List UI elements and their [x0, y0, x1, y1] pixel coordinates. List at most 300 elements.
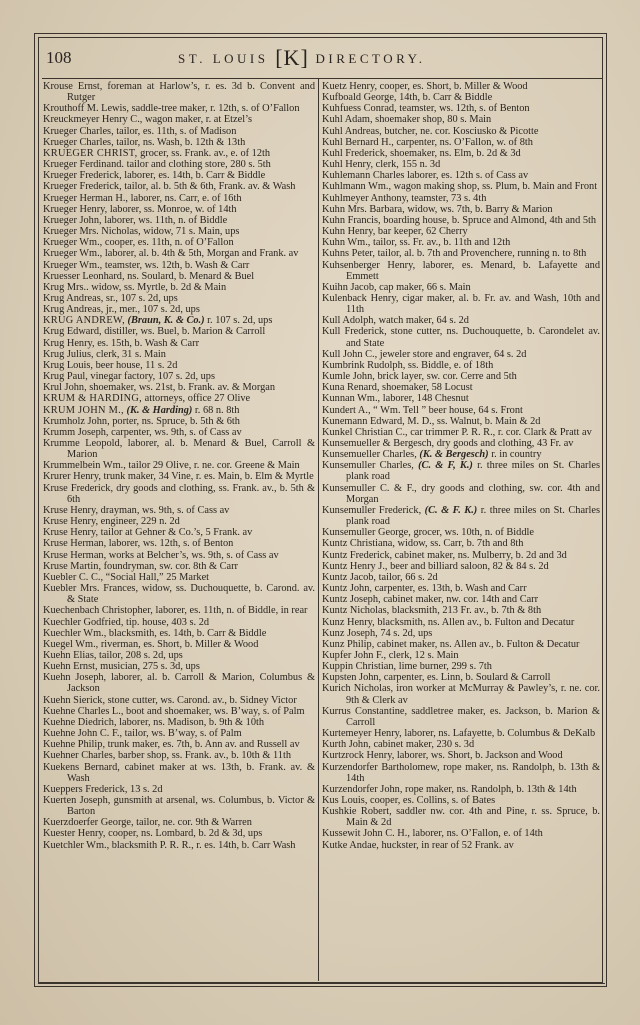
- entry-name: Krueger John,: [43, 214, 102, 226]
- entry-detail: sr., 107 s. 2d, ups: [103, 292, 178, 304]
- entry-name: Kruse Henry,: [43, 504, 99, 516]
- entry-detail: stone cutter, ws. Carond. av., b. Sidney Victor: [105, 694, 297, 706]
- directory-entry: [322, 628, 600, 639]
- entry-firm: (C. & F. K.): [421, 504, 478, 516]
- directory-entry: [43, 706, 315, 717]
- right-column: [322, 81, 600, 851]
- entry-name: Kuhlmeyer Anthony,: [322, 192, 409, 204]
- title-letter: [K]: [275, 45, 309, 70]
- directory-entry: [43, 293, 315, 304]
- directory-entry: [322, 706, 600, 728]
- entry-detail: r. 107 s. 2d, ups: [204, 315, 273, 327]
- directory-entry: [43, 271, 315, 282]
- directory-entry: [43, 315, 315, 326]
- entry-detail: ns. Soulard, b. Menard & Buel: [124, 270, 255, 282]
- directory-entry: [43, 427, 315, 438]
- entry-detail: boot and shoemaker, ws. B’way, s. of Palm: [123, 705, 305, 717]
- entry-detail: distiller, ws. Buel, b. Marion & Carroll: [101, 326, 266, 338]
- entry-name: Krumholz John,: [43, 415, 110, 427]
- directory-entry: [43, 672, 315, 694]
- entry-firm: (C. & F, K.): [413, 460, 473, 472]
- directory-entry: [43, 784, 315, 795]
- entry-detail: works at Belcher’s, ws. 9th, s. of Cass av: [106, 549, 279, 561]
- entry-detail: laborer, al. b. Menard & Buel, Carroll & Marion: [67, 438, 315, 461]
- entry-detail: laborer, ns. Lafayette, b. Columbus & DeKalb: [401, 728, 596, 740]
- entry-name: Kupfer John F.,: [322, 649, 387, 661]
- directory-entry: [322, 617, 600, 628]
- entry-detail: teamster, ws. 12th, s. of Benton: [396, 103, 530, 115]
- entry-name: KRUEGER CHRIST,: [43, 147, 138, 159]
- entry-detail: clerk, 12 s. Main: [386, 649, 459, 661]
- directory-entry: [322, 572, 600, 583]
- entry-detail: cap maker, 66 s. Main: [376, 281, 471, 293]
- page-number: 108: [46, 48, 72, 67]
- entry-name: Kuerten Joseph,: [43, 795, 111, 806]
- entry-detail: M. D., ss. Walnut, b. Main & 2d: [404, 415, 541, 427]
- directory-entry: [322, 326, 600, 348]
- entry-detail: 14th, b. Carr & Biddle: [396, 92, 493, 104]
- directory-entry: [322, 81, 600, 92]
- entry-detail: shoemaker shop, 80 s. Main: [372, 114, 492, 126]
- entry-detail: laborer, ns. O’Fallon, e. of 14th: [409, 828, 543, 840]
- directory-entry: [43, 137, 315, 148]
- entry-detail: beer and billiard saloon, 82 & 84 s. 2d: [387, 560, 549, 572]
- directory-entry: [322, 594, 600, 605]
- directory-entry: [322, 371, 600, 382]
- entry-detail: cabinet maker, ns. Allen av., b. Fulton & Decatur: [374, 638, 580, 650]
- entry-detail: carpenter, es. 13th, b. Wash and Carr: [372, 583, 527, 595]
- directory-entry: [322, 260, 600, 282]
- entry-name: Kuhn Francis,: [322, 214, 381, 226]
- entry-name: Krouse Ernst,: [43, 81, 103, 92]
- directory-entry: [322, 795, 600, 806]
- entry-detail: blacksmith, 213 Fr. av., b. 7th & 8th: [389, 605, 542, 617]
- directory-entry: [43, 148, 315, 159]
- entry-detail: boarding house, b. Spruce and Almond, 4th and 5th: [380, 214, 597, 226]
- directory-entry: [43, 717, 315, 728]
- directory-entry: [43, 617, 315, 628]
- entry-detail: tailor, ws. B’way, s. of Palm: [122, 728, 242, 740]
- entry-detail: carpenter, ns. O’Fallon, w. of 8th: [393, 136, 533, 148]
- entry-name: Krueger Charles,: [43, 136, 114, 148]
- entry-name: Kuntz Henry J.,: [322, 560, 388, 572]
- entry-detail: tailor, 208 s. 2d, ups: [96, 649, 183, 661]
- entry-detail: carpenter, es. Linn, b. Soulard & Carroll: [381, 672, 551, 684]
- directory-entry: [322, 739, 600, 750]
- entry-name: Kussewit John C. H.,: [322, 828, 410, 840]
- entry-detail: shoemaker, 58 Locust: [379, 382, 473, 394]
- directory-entry: [43, 628, 315, 639]
- entry-name: Kuetz Henry,: [322, 81, 378, 92]
- entry-name: Kuehne Philip,: [43, 739, 106, 751]
- entry-name: Kull John C.,: [322, 348, 378, 360]
- directory-entry: [43, 728, 315, 739]
- entry-name: Kuhl Henry,: [322, 159, 374, 171]
- directory-entry: [43, 840, 315, 851]
- entry-name: Kunemann Edward,: [322, 415, 405, 427]
- directory-entry: [43, 326, 315, 337]
- entry-name: KRUM & HARDING,: [43, 393, 143, 405]
- entry-name: Kuehn Elias,: [43, 649, 97, 661]
- entry-detail: laborer, al. b. 4th & 5th, Morgan and Frank. av: [102, 248, 299, 260]
- directory-entry: [322, 828, 600, 839]
- entry-detail: widow, ss. Carr, b. 7th and 8th: [394, 538, 524, 550]
- entry-detail: drayman, ws. 9th, s. of Cass av: [98, 504, 230, 516]
- entry-detail: jeweler store and engraver, 64 s. 2d: [377, 348, 527, 360]
- directory-entry: [322, 405, 600, 416]
- entry-detail: saddler nw. cor. 4th and Pine, r. ss. Spruce, b. Main & 2d: [346, 806, 600, 829]
- entry-name: Krueger Charles,: [43, 125, 114, 137]
- entry-name: Kuntz Joseph,: [322, 594, 381, 606]
- directory-entry: [322, 103, 600, 114]
- directory-entry: [43, 639, 315, 650]
- entry-name: Kuehne Charles L.,: [43, 705, 124, 717]
- entry-detail: tailor, al. b. 5th & 6th, Frank. av. & Wash: [121, 181, 296, 193]
- directory-entry: [322, 728, 600, 739]
- entry-name: Kuerzdoerfer George,: [43, 817, 134, 829]
- entry-detail: teamster, 73 s. 4th: [408, 192, 487, 204]
- entry-detail: bar keeper, 62 Cherry: [375, 226, 468, 238]
- entry-detail: laborer, es. Menard, b. Lafayette and Emmett: [346, 259, 600, 282]
- entry-detail: saddletree maker, es. Jackson, b. Marion & Carroll: [346, 705, 600, 728]
- directory-entry: [43, 204, 315, 215]
- entry-detail: foreman at Harlow’s, r. es. 3d b. Convent and Rutger: [67, 81, 315, 104]
- entry-detail: vinegar factory, 107 s. 2d, ups: [87, 371, 215, 383]
- entry-detail: es. 15th, b. Wash & Carr: [94, 337, 200, 349]
- entry-detail: ss. Biddle, e. of 18th: [405, 359, 494, 371]
- entry-detail: r. in country: [488, 449, 542, 461]
- entry-name: Kurth John,: [322, 739, 371, 751]
- entry-name: Krueger Wm.,: [43, 237, 103, 249]
- directory-entry: [322, 639, 600, 650]
- entry-name: Kruse Frederick,: [43, 482, 114, 494]
- directory-entry: [43, 538, 315, 549]
- directory-entry: [43, 349, 315, 360]
- directory-entry: [322, 483, 600, 505]
- entry-detail: laborer, ss. Monroe, w. of 14th: [107, 203, 237, 215]
- entry-detail: grocer, ss. Frank. av., e. of 12th: [137, 147, 271, 159]
- entry-name: Kuhn Wm.,: [322, 237, 371, 249]
- entry-name: Kuechler Wm.,: [43, 627, 107, 639]
- directory-entry: [322, 360, 600, 371]
- entry-detail: porter, ns. Spruce, b. 5th & 6th: [109, 415, 240, 427]
- entry-name: Krueger Ferdinand.: [43, 159, 124, 171]
- entry-detail: blacksmith, ns. Allen av., b. Fulton and Decatur: [374, 616, 575, 628]
- entry-detail: laborer, es. 11th, n. of Biddle, in rear: [152, 605, 308, 617]
- left-column: [43, 81, 315, 851]
- entry-detail: 13 s. 2d: [127, 783, 163, 795]
- entry-detail: widow, ws. 7th, b. Barry & Marion: [404, 203, 553, 215]
- directory-entry: [43, 438, 315, 460]
- entry-name: Kulenback Henry,: [322, 292, 399, 304]
- entry-detail: tailor, ns. Wash, b. 12th & 13th: [113, 136, 246, 148]
- entry-name: Kunz Henry,: [322, 616, 375, 628]
- entry-detail: wagon maker, r. at Etzel’s: [142, 114, 252, 126]
- entry-name: Kuehne Diedrich,: [43, 716, 117, 728]
- entry-detail: cooper, es. Collins, s. of Bates: [367, 795, 496, 806]
- directory-entry: [43, 81, 315, 103]
- entry-detail: butcher, ne. cor. Kosciusko & Picotte: [381, 125, 539, 137]
- entry-name: Kuna Renard,: [322, 382, 380, 394]
- entry-detail: tailor, ss. Fr. av., b. 11th and 12th: [370, 237, 511, 249]
- entry-name: Kuester Henry,: [43, 828, 106, 840]
- entry-name: Kuehn Sierick,: [43, 694, 106, 706]
- entry-detail: cabinet maker at ws. 13th, b. Frank. av. & Wash: [67, 761, 315, 784]
- directory-entry: [322, 427, 600, 438]
- entry-name: Krug Andreas,: [43, 292, 104, 304]
- entry-name: Krumme Leopold,: [43, 438, 123, 449]
- entry-name: Kuegel Wm.,: [43, 638, 99, 650]
- entry-name: Kueppers Frederick,: [43, 783, 128, 795]
- directory-entry: [322, 393, 600, 404]
- directory-entry: [43, 650, 315, 661]
- entry-name: Kunsemueller & Bergesch,: [322, 438, 435, 449]
- entry-name: Kuehner Charles,: [43, 750, 116, 762]
- entry-name: Kuhsenberger Henry,: [322, 259, 416, 271]
- directory-entry: [43, 483, 315, 505]
- entry-name: Kuehn Joseph,: [43, 672, 107, 684]
- directory-entry: [322, 382, 600, 393]
- entry-name: Kunsemueller Charles,: [322, 449, 417, 461]
- directory-entry: [322, 750, 600, 761]
- directory-entry: [322, 215, 600, 226]
- directory-entry: [322, 527, 600, 538]
- directory-entry: [43, 572, 315, 583]
- entry-name: Kuhl Andreas,: [322, 125, 382, 137]
- entry-name: Kunz Joseph,: [322, 627, 378, 639]
- entry-detail: tailor at Gehner & Co.’s, 5 Frank. av: [98, 527, 253, 539]
- entry-name: Krumm Joseph,: [43, 426, 109, 438]
- entry-detail: rope maker, ns. Randolph, b. 13th & 14th: [402, 783, 577, 795]
- directory-entry: [322, 137, 600, 148]
- directory-entry: [43, 527, 315, 538]
- entry-firm: (Braun, K. & Co.): [124, 315, 205, 327]
- directory-entry: [322, 538, 600, 549]
- entry-detail: blacksmith P. R. R., r. es. 14th, b. Carr Wash: [109, 839, 296, 851]
- entry-firm: (K. & Bergesch): [416, 449, 489, 461]
- entry-name: Krueger Frederick,: [43, 170, 122, 182]
- directory-entry: [322, 159, 600, 170]
- directory-entry: [43, 583, 315, 605]
- entry-detail: tailor, al. b. 7th and Provenchere, running n. to 8th: [375, 248, 587, 260]
- directory-entry: [43, 360, 315, 371]
- entry-detail: laborer, al. b. Carroll & Marion, Columbus & Jackson: [67, 672, 316, 695]
- entry-detail: dry goods and clothing, 43 Fr. av: [434, 438, 574, 449]
- directory-entry: [43, 516, 315, 527]
- directory-entry: [322, 672, 600, 683]
- entry-name: Krug Mrs..: [43, 281, 89, 293]
- directory-entry: [43, 170, 315, 181]
- directory-entry: [43, 215, 315, 226]
- directory-entry: [43, 260, 315, 271]
- entry-detail: widow, 71 s. Main, ups: [140, 226, 240, 238]
- entry-detail: shoemaker, ws. 21st, b. Frank. av. & Morgan: [86, 382, 276, 394]
- entry-detail: trunk maker, es. 7th, b. Ann av. and Russell av: [105, 739, 300, 751]
- page-header: [42, 42, 602, 76]
- directory-entry: [322, 762, 600, 784]
- entry-detail: 74 s. 2d, ups: [377, 627, 433, 639]
- column-divider: [318, 79, 319, 981]
- entry-name: Kuntz Jacob,: [322, 571, 377, 583]
- directory-entry: [43, 126, 315, 137]
- directory-entry: [322, 248, 600, 259]
- directory-entry: [43, 460, 315, 471]
- entry-detail: tailor, 66 s. 2d: [376, 571, 438, 583]
- entry-name: Kuntz John,: [322, 583, 372, 595]
- entry-detail: laborer, es. 14th, b. Carr & Biddle: [121, 170, 266, 182]
- entry-detail: grocer, ws. 10th, n. of Biddle: [410, 527, 534, 539]
- entry-name: Krueger Mrs. Nicholas,: [43, 226, 141, 238]
- directory-entry: [43, 226, 315, 237]
- entry-detail: cabinet maker, ns. Mulberry, b. 2d and 3d: [392, 549, 567, 561]
- entry-detail: watch maker, 64 s. 2d: [376, 315, 469, 327]
- entry-name: Kundert A.,: [322, 404, 371, 416]
- directory-entry: [322, 349, 600, 360]
- directory-entry: [43, 762, 315, 784]
- entry-detail: trunk maker, 34 Vine, r. es. Main, b. Elm & Myrtle: [100, 471, 314, 483]
- directory-entry: [43, 605, 315, 616]
- entry-name: Kuntz Nicholas,: [322, 605, 390, 617]
- directory-entry: [322, 114, 600, 125]
- entry-name: Kufboald George,: [322, 92, 397, 104]
- entry-detail: tailor and clothing store, 280 s. 5th: [124, 159, 271, 171]
- entry-detail: cigar maker, al. b. Fr. av. and Wash, 10th and 11th: [346, 292, 600, 316]
- entry-detail: tip. house, 403 s. 2d: [123, 616, 210, 628]
- directory-entry: [43, 382, 315, 393]
- directory-entry: [43, 237, 315, 248]
- entry-name: Krueger Frederick,: [43, 181, 122, 193]
- entry-name: Kuhn Mrs. Barbara,: [322, 203, 405, 215]
- directory-entry: [322, 438, 600, 449]
- entry-name: Kunz Philip,: [322, 638, 375, 650]
- entry-name: Kreuckmeyer Henry C.,: [43, 114, 143, 126]
- entry-detail: tailor, es. 11th, s. of Madison: [113, 125, 237, 137]
- entry-detail: stone cutter, ns. Duchouquette, b. Carondelet av. and State: [346, 326, 600, 349]
- entry-name: Kruse Herman,: [43, 549, 107, 561]
- directory-entry: [43, 193, 315, 204]
- directory-entry: [322, 204, 600, 215]
- entry-name: Krueger Henry,: [43, 203, 108, 215]
- entry-detail: “ Wm. Tell ” beer house, 64 s. Front: [370, 404, 523, 416]
- entry-name: Kruse Martin,: [43, 560, 102, 572]
- entry-name: Kuhl Frederick,: [322, 147, 388, 159]
- entry-name: Kurzendorfer Bartholomew,: [322, 761, 440, 773]
- entry-name: Kruesser Leonhard,: [43, 270, 125, 282]
- directory-entry: [322, 293, 600, 315]
- directory-entry: [322, 449, 600, 460]
- entry-detail: cooper, ns. Lombard, b. 2d & 3d, ups: [105, 828, 263, 840]
- entry-name: Kuppin Christian,: [322, 661, 397, 673]
- entry-name: KRUM JOHN M.,: [43, 404, 124, 416]
- entry-name: Kunkel Christian C.,: [322, 426, 408, 438]
- directory-entry: [322, 416, 600, 427]
- directory-entry: [322, 661, 600, 672]
- entry-detail: r. 68 n. 8th: [192, 404, 240, 416]
- entry-detail: wagon making shop, ss. Plum, b. Main and Front: [391, 181, 598, 193]
- directory-entry: [43, 817, 315, 828]
- directory-entry: [322, 181, 600, 192]
- directory-entry: [43, 471, 315, 482]
- directory-entry: [322, 683, 600, 705]
- entry-name: Kuhns Peter,: [322, 248, 376, 260]
- entry-name: Kus Louis,: [322, 795, 368, 806]
- directory-entry: [43, 661, 315, 672]
- entry-detail: laborer, es. 12th s. of Cass av: [404, 170, 529, 182]
- entry-name: Kunnan Wm.,: [322, 393, 381, 405]
- directory-entry: [43, 114, 315, 125]
- entry-name: Kushkie Robert,: [322, 806, 392, 818]
- entry-name: Kurzendorfer John,: [322, 783, 403, 795]
- entry-detail: brick layer, sw. cor. Cerre and 5th: [374, 371, 517, 383]
- entry-name: Kurtemeyer Henry,: [322, 728, 402, 740]
- directory-entry: [43, 393, 315, 404]
- entry-name: Kull Adolph,: [322, 315, 377, 327]
- entry-detail: riverman, es. Short, b. Miller & Wood: [98, 638, 259, 650]
- entry-name: Krouthoff M. Lewis,: [43, 103, 129, 115]
- directory-entry: [43, 561, 315, 572]
- directory-entry: [43, 750, 315, 761]
- entry-name: Krueger Wm.,: [43, 259, 103, 271]
- entry-name: Kruse Henry,: [43, 527, 99, 539]
- entry-detail: widow, ss. Duchouquette, b. Carond. av. & State: [67, 583, 315, 606]
- directory-entry: [43, 282, 315, 293]
- entry-detail: laborer, ws. Short, b. Jackson and Wood: [394, 750, 563, 762]
- entry-detail: laborer, ws. 12th, s. of Benton: [106, 538, 234, 550]
- entry-detail: shoemaker, ns. Elm, b. 2d & 3d: [387, 147, 521, 159]
- entry-name: Kuebler Mrs. Frances,: [43, 583, 139, 595]
- directory-entry: [322, 226, 600, 237]
- entry-name: Krug Henry,: [43, 337, 95, 349]
- entry-detail: tailor, ne. cor. 9th & Warren: [133, 817, 252, 829]
- entry-detail: carpenter, ws. 9th, s. of Cass av: [108, 426, 242, 438]
- directory-entry: [43, 103, 315, 114]
- directory-entry: [43, 505, 315, 516]
- entry-detail: laborer, ws. 11th, n. of Biddle: [101, 214, 228, 226]
- directory-entry: [322, 550, 600, 561]
- entry-detail: huckster, in rear of 52 Frank. av: [378, 839, 514, 851]
- directory-entry: [322, 806, 600, 828]
- entry-name: Kuechler Godfried,: [43, 616, 124, 628]
- directory-entry: [322, 505, 600, 527]
- entry-detail: widow, ss. Myrtle, b. 2d & Main: [88, 281, 227, 293]
- entry-name: Kurich Nicholas,: [322, 683, 394, 695]
- entry-detail: dry goods and clothing, ss. Frank. av., b. 5th & 6th: [67, 482, 315, 505]
- entry-name: Kumbrink Rudolph,: [322, 359, 406, 371]
- directory-entry: [43, 159, 315, 170]
- directory-entry: [322, 605, 600, 616]
- entry-detail: teamster, ws. 12th, b. Wash & Carr: [102, 259, 250, 271]
- entry-detail: iron worker at McMurray & Pawley’s, r. ne. cor. 9th & Clerk av: [346, 683, 601, 706]
- title-directory: DIRECTORY.: [315, 51, 426, 66]
- entry-name: Kuihn Jacob,: [322, 281, 377, 293]
- directory-entry: [322, 784, 600, 795]
- entry-name: Kull Frederick,: [322, 326, 387, 338]
- directory-entry: [43, 828, 315, 839]
- entry-name: Kuetchler Wm.,: [43, 839, 110, 851]
- entry-name: Krug Andreas,: [43, 304, 104, 316]
- directory-entry: [322, 282, 600, 293]
- entry-name: Kuehn Ernst,: [43, 661, 98, 673]
- entry-detail: dry goods and clothing, sw. cor. 4th and Morgan: [346, 482, 600, 505]
- entry-name: Kuhlmann Wm.,: [322, 181, 392, 193]
- entry-detail: clerk, 31 s. Main: [93, 348, 166, 360]
- entry-detail: cabinet maker, 230 s. 3d: [370, 739, 475, 751]
- entry-name: Kurtzrock Henry,: [322, 750, 395, 762]
- entry-detail: jr., mer., 107 s. 2d, ups: [103, 304, 200, 316]
- directory-entry: [322, 561, 600, 572]
- entry-detail: blacksmith, es. 14th, b. Carr & Biddle: [106, 627, 267, 639]
- entry-detail: r. three miles on St. Charles plank road: [346, 504, 600, 528]
